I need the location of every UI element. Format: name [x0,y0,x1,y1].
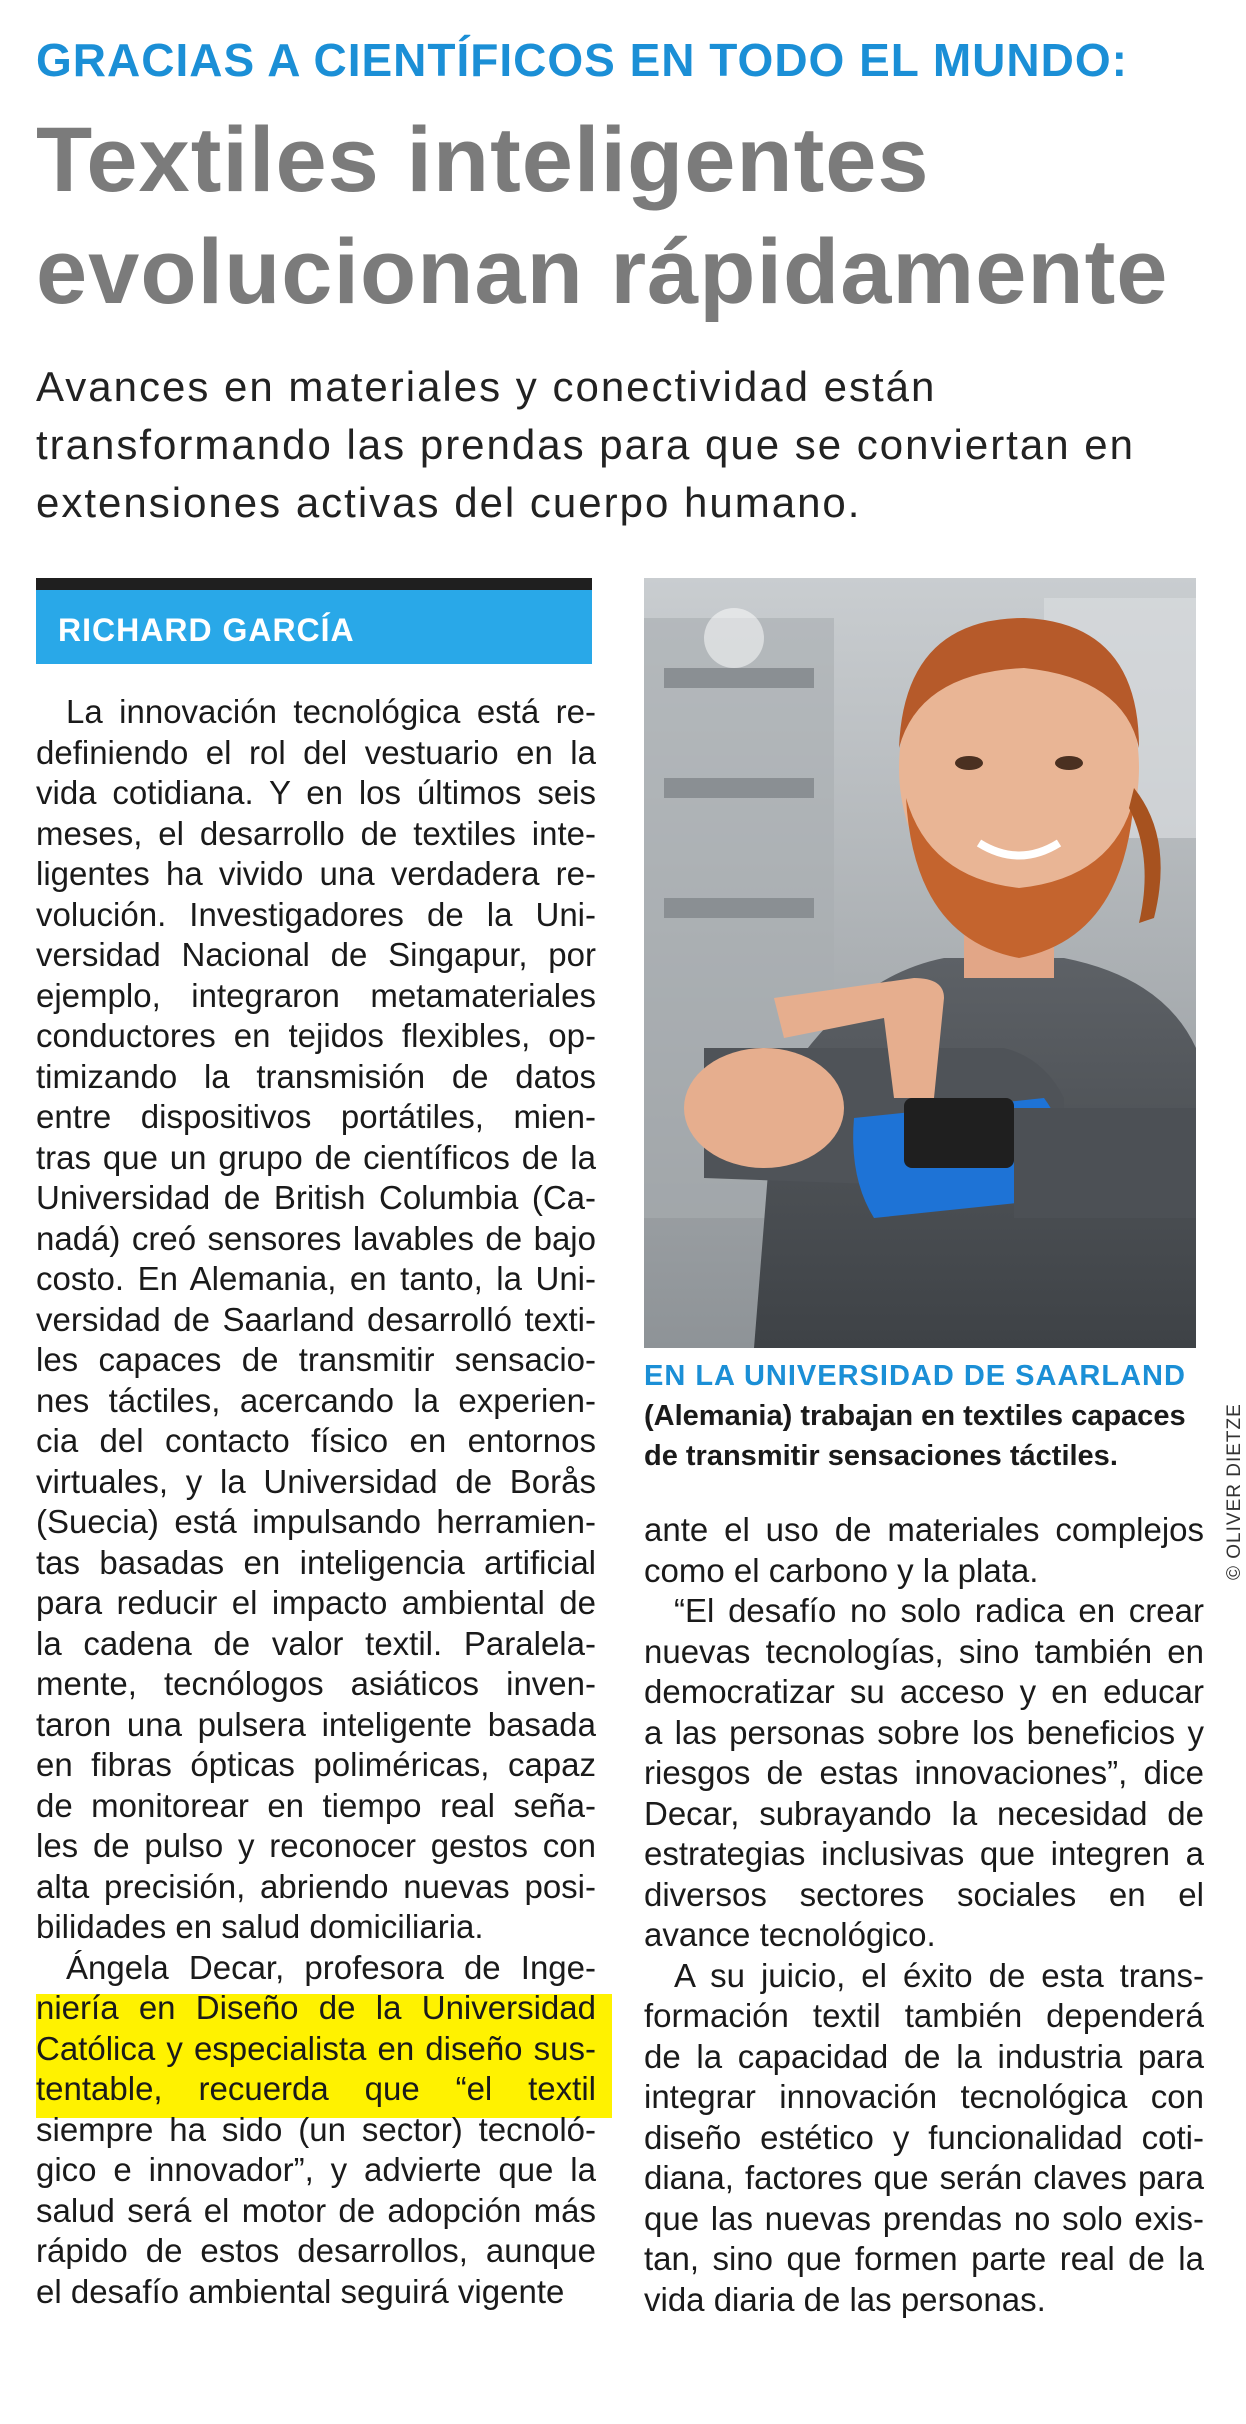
text-line: rápido de estos desarrollos, aunque [36,2232,596,2269]
text-line: cia del contacto físico en entornos [36,1422,596,1459]
text-line: Ángela Decar, profesora de Inge- [66,1948,596,1986]
text-line: niería en Diseño de la Universidad [36,1989,596,2026]
text-line: Católica y especialista en diseño sus- [36,2029,596,2067]
photo-credit-text: © OLIVER DIETZE [1224,1403,1245,1580]
deck-line: transformando las prendas para que se conviertan en [36,421,1135,468]
text-line: tan, sino que formen parte real de la [644,2240,1204,2277]
text-line: Decar, subrayando la necesidad de [644,1794,1204,1832]
text-line: gico e innovador”, y advierte que la [36,2151,596,2188]
text-line: vida diaria de las personas. [644,2280,1046,2318]
caption-head: EN LA UNIVERSIDAD DE SAARLAND [644,1360,1186,1392]
text-line: tentable, recuerda que “el textil [36,2070,596,2107]
text-line: alta precisión, abriendo nuevas posi- [36,1867,596,1905]
text-line: les de pulso y reconocer gestos con [36,1827,596,1864]
text-line: diseño estético y funcionalidad coti- [644,2118,1204,2156]
text-line: el desafío ambiental seguirá vigente [36,2272,565,2310]
text-line: (Suecia) está impulsando herramien- [36,1503,596,1540]
text-line: virtuales, y la Universidad de Borås [36,1462,596,1500]
text-line: salud será el motor de adopción más [36,2191,596,2229]
text-line: A su juicio, el éxito de esta trans- [674,1956,1204,1994]
text-line: volución. Investigadores de la Uni- [36,895,596,933]
text-line: entre dispositivos portátiles, mien- [36,1098,596,1135]
text-line: de monitorear en tiempo real seña- [36,1786,596,1824]
kicker: GRACIAS A CIENTÍFICOS EN TODO EL MUNDO: [36,34,1128,86]
text-line: timizando la transmisión de datos [36,1057,596,1095]
text-line: costo. En Alemania, en tanto, la Uni- [36,1260,596,1297]
text-line: versidad de Saarland desarrolló texti- [36,1300,596,1338]
text-line: nes táctiles, acercando la experien- [36,1381,596,1419]
text-line: nuevas tecnologías, sino también en [644,1632,1204,1670]
text-line: tras que un grupo de científicos de la [36,1138,596,1176]
left-column [36,692,596,2312]
deck-line: Avances en materiales y conectividad están [36,363,937,410]
byline: RICHARD GARCÍA [36,590,592,664]
headline [36,104,1216,328]
text-line: integrar innovación tecnológica con [644,2078,1204,2115]
text-line: ligentes ha vivido una verdadera re- [36,855,596,892]
text-line: diana, factores que serán claves para [644,2159,1204,2196]
text-line: mente, tecnólogos asiáticos inven- [36,1665,596,1702]
article-photo [644,578,1196,1348]
text-line: a las personas sobre los beneficios y [644,1713,1204,1751]
text-line: definiendo el rol del vestuario en la [36,733,596,771]
text-line: de la capacidad de la industria para [644,2037,1204,2075]
text-line: formación textil también dependerá [644,1997,1204,2034]
text-line: conductores en tejidos flexibles, op- [36,1017,596,1054]
text-line: ejemplo, integraron metamateriales [36,976,596,1014]
right-column [644,1510,1204,2320]
text-line: les capaces de transmitir sensacio- [36,1341,596,1378]
text-line: tas basadas en inteligencia artificial [36,1543,596,1581]
photo-illustration [644,578,1196,1348]
text-line: ante el uso de materiales complejos [644,1511,1204,1548]
text-line: riesgos de estas innovaciones”, dice [644,1754,1204,1791]
text-line: vida cotidiana. Y en los últimos seis [36,774,596,811]
text-line: que las nuevas prendas no solo exis- [644,2199,1204,2237]
text-line: la cadena de valor textil. Paralela- [36,1624,596,1662]
headline-line: Textiles inteligentes [36,109,930,211]
text-line: meses, el desarrollo de textiles inte- [36,814,596,852]
headline-line: evolucionan rápidamente [36,221,1169,323]
text-line: en fibras ópticas poliméricas, capaz [36,1746,596,1783]
text-line: bilidades en salud domiciliaria. [36,1908,484,1945]
text-line: versidad Nacional de Singapur, por [36,936,596,973]
text-line: taron una pulsera inteligente basada [36,1705,596,1743]
photo-caption [644,1356,1204,1476]
text-line: La innovación tecnológica está re- [66,693,596,730]
text-line: para reducir el impacto ambiental de [36,1584,596,1621]
text-line: avance tecnológico. [644,1916,936,1953]
text-line: Universidad de British Columbia (Ca- [36,1179,596,1216]
text-line: estrategias inclusivas que integren a [644,1835,1204,1872]
photo-credit [1200,1350,1245,1580]
caption-line: (Alemania) trabajan en textiles capaces [644,1400,1186,1432]
deck [36,358,1216,532]
text-line: democratizar su acceso y en educar [644,1673,1204,1710]
text-line: nadá) creó sensores lavables de bajo [36,1219,596,1257]
byline-rule [36,578,592,590]
caption-line: de transmitir sensaciones táctiles. [644,1440,1118,1472]
text-line: diversos sectores sociales en el [644,1875,1204,1913]
deck-line: extensiones activas del cuerpo humano. [36,479,862,526]
text-line: “El desafío no solo radica en crear [674,1592,1204,1629]
text-line: como el carbono y la plata. [644,1551,1039,1589]
text-line: siempre ha sido (un sector) tecnoló- [36,2110,596,2148]
